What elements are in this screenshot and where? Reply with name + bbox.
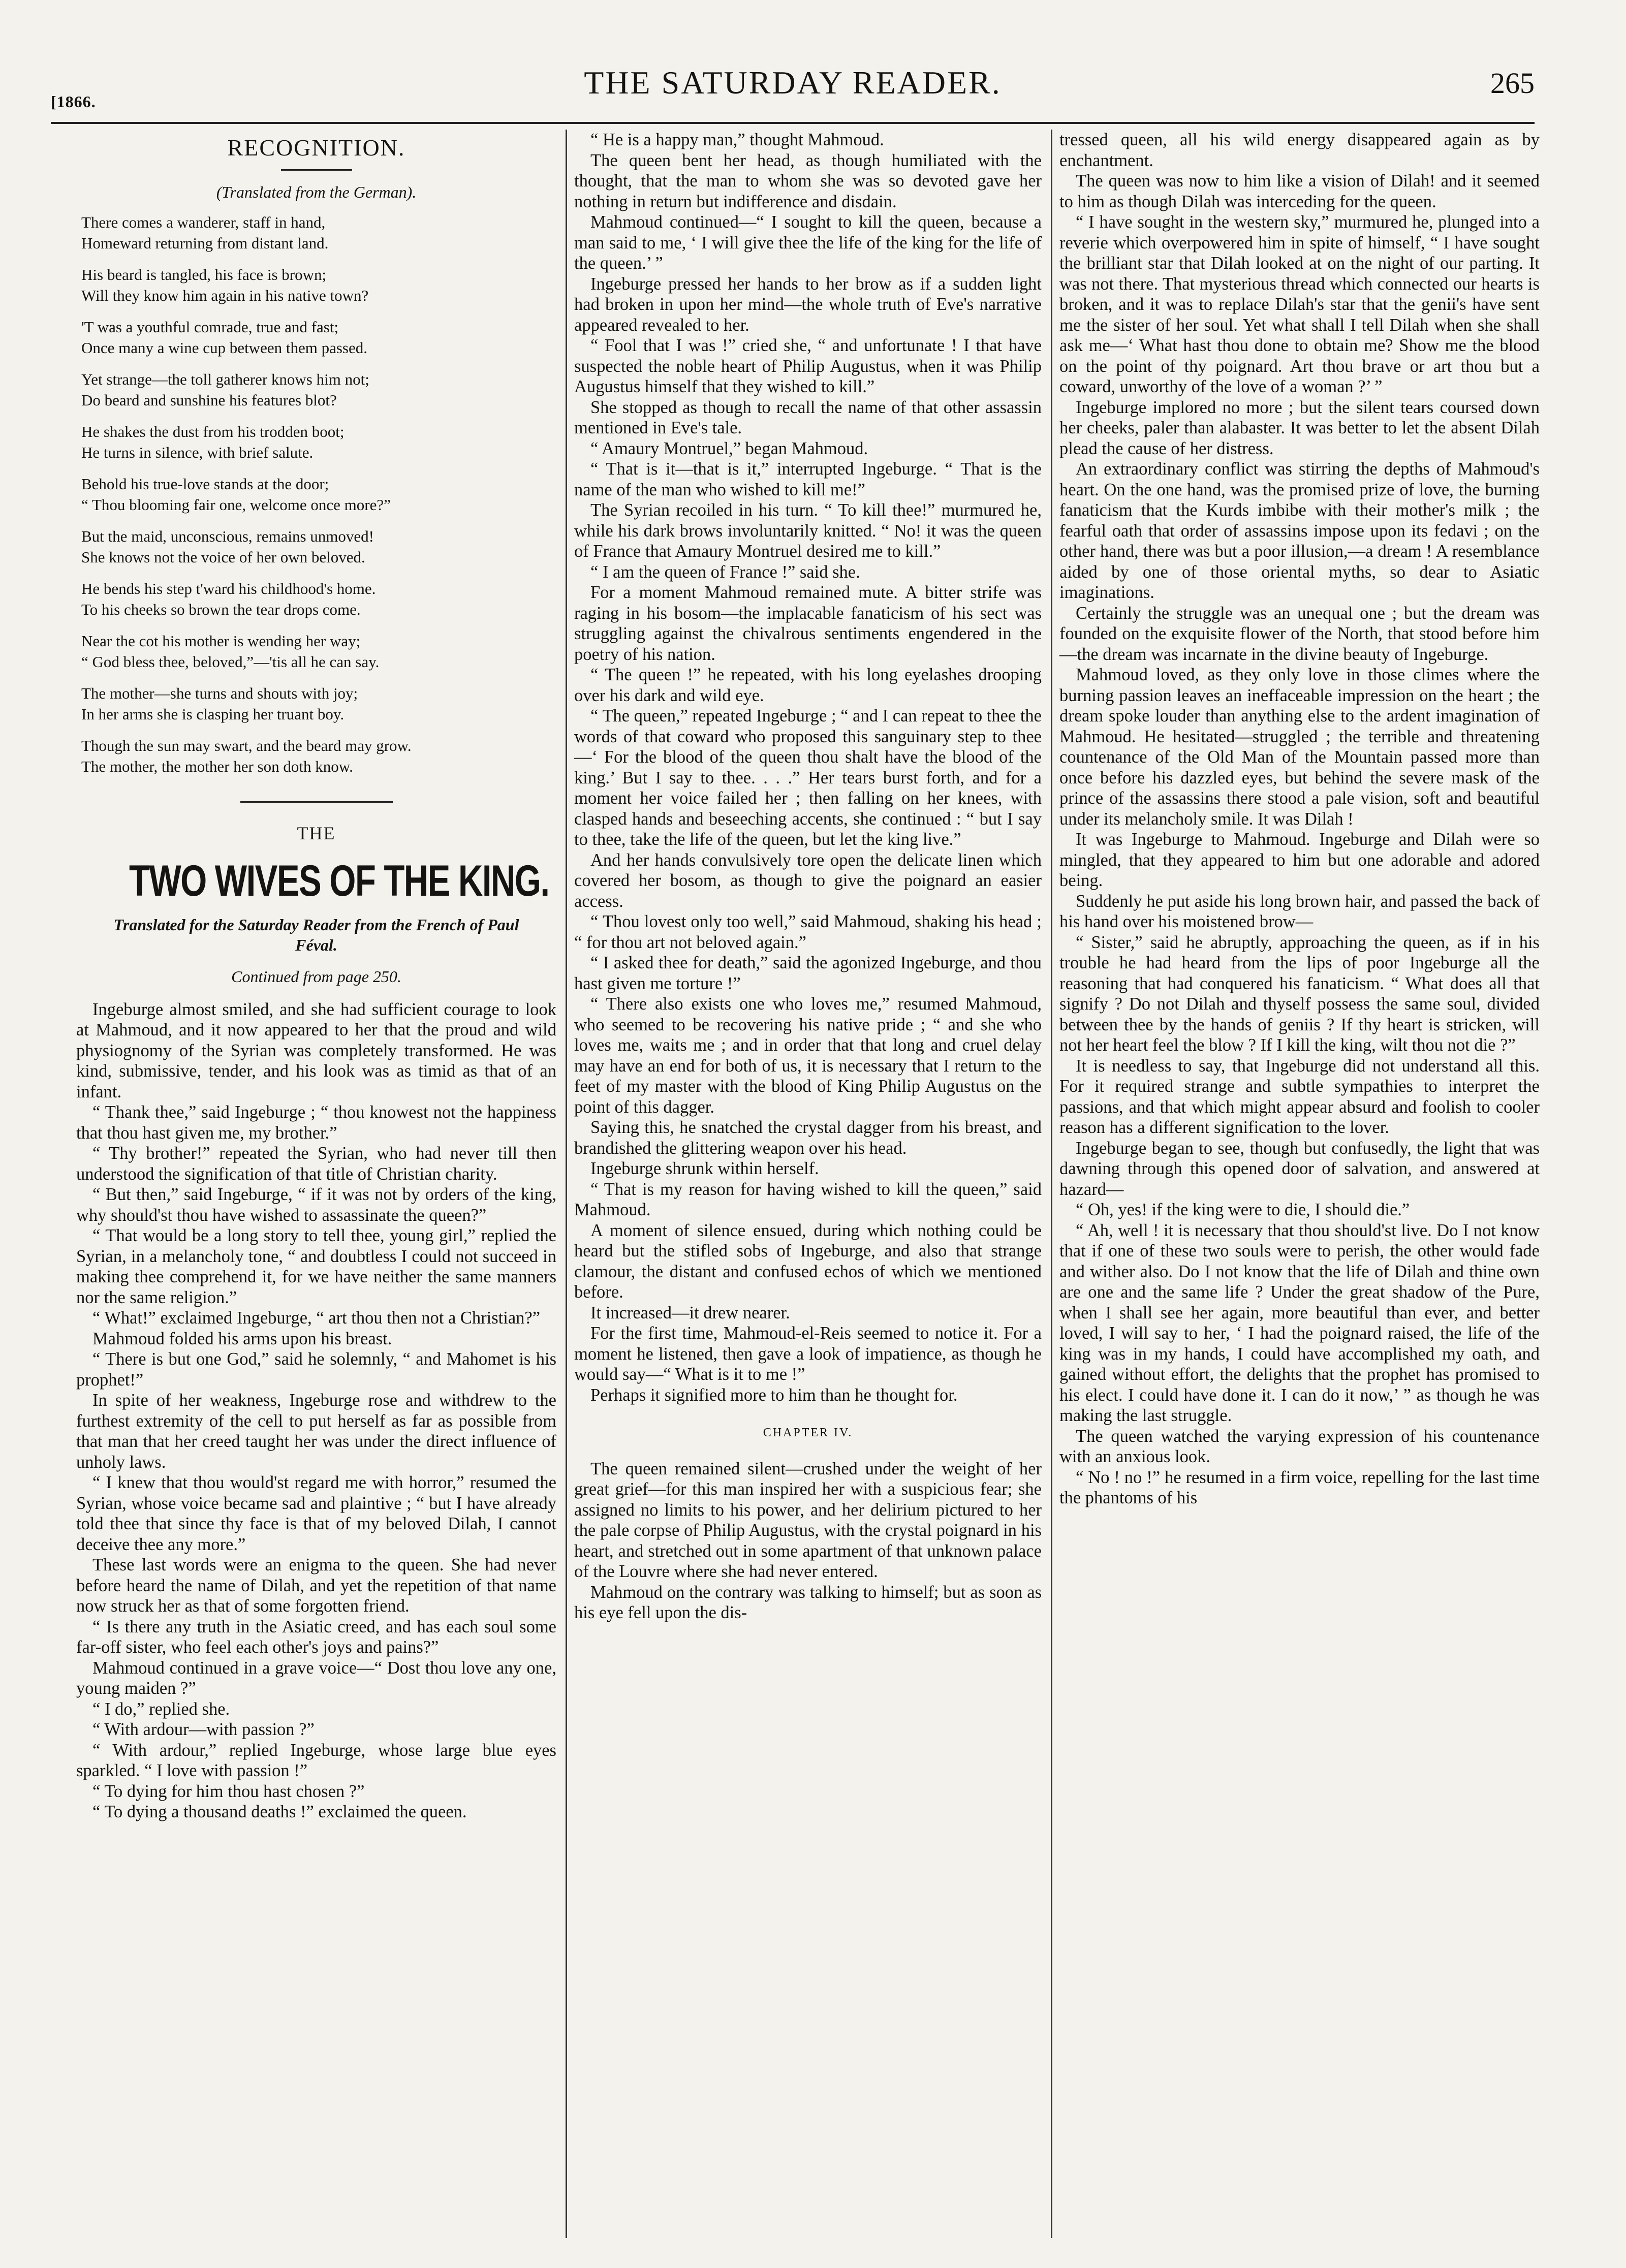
poem-stanza: [81, 631, 556, 672]
paragraph: “ That would be a long story to tell thee, young girl,” replied the Syrian, in a melancholy tone, “ and doubtless I could not succeed in making thee comprehend it, for we have neither the same manners nor the same religion.”: [76, 1226, 556, 1307]
poem-stanza: [81, 421, 556, 463]
poem-line: His beard is tangled, his face is brown;: [81, 265, 327, 284]
paragraph: It is needless to say, that Ingeburge did not understand all this. For it required strange and subtle sympathies to interpret the passions, and that which might appear absurd and foolish to cooler reason has a different signification to the lover.: [1059, 1056, 1540, 1137]
paragraph: Certainly the struggle was an unequal one ; but the dream was founded on the exquisite flower of the North, that stood before him—the dream was incarnate in the divine beauty of Ingeburge.: [1059, 603, 1540, 664]
poem-line: Though the sun may swart, and the beard may grow.: [81, 736, 412, 754]
title-rule: [281, 169, 352, 171]
paragraph: In spite of her weakness, Ingeburge rose and withdrew to the furthest extremity of the cell to put herself as far as possible from that man that her creed taught her was under the direct influence of unholy laws.: [76, 1391, 556, 1472]
poem-line: In her arms she is clasping her truant boy.: [81, 705, 345, 723]
poem-line: Yet strange—the toll gatherer knows him not;: [81, 370, 369, 388]
page-number: 265: [1490, 67, 1535, 100]
poem-line: 'T was a youthful comrade, true and fast;: [81, 318, 339, 336]
poem-stanza: [81, 212, 556, 254]
paragraph: “ Thou lovest only too well,” said Mahmoud, shaking his head ; “ for thou art not beloved again.”: [574, 912, 1042, 952]
paragraph: “ The queen !” he repeated, with his long eyelashes drooping over his dark and wild eye.: [574, 665, 1042, 705]
paragraph: “ With ardour—with passion ?”: [92, 1720, 315, 1739]
poem-line: Once many a wine cup between them passed.: [81, 338, 367, 357]
paragraph: She stopped as though to recall the name of that other assassin mentioned in Eve's tale.: [574, 397, 1042, 437]
paragraph: The queen watched the varying expression of his countenance with an anxious look.: [1059, 1426, 1540, 1466]
paragraph: These last words were an enigma to the queen. She had never before heard the name of Dilah, and yet the repetition of that name now struck her as that of some forgotten friend.: [76, 1555, 556, 1616]
paragraph: “ That is it—that is it,” interrupted Ingeburge. “ That is the name of the man who wished to kill me!”: [574, 459, 1042, 499]
poem-line: But the maid, unconscious, remains unmoved!: [81, 527, 374, 545]
paragraph: “ I have sought in the western sky,” murmured he, plunged into a reverie which overpowered him in spite of himself, “ I have sought the brilliant star that Dilah looked at on the night of our parting. It was not there. That mysterious thread which connected our hearts is broken, and it was to replace Dilah's star that the genii's have sent me the sister of her soul. Yet what shall I tell Dilah when she shall ask me—‘ What hast thou done to obtain me? Show me the blood on the point of thy poignard. Art thou brave or art thou but a coward, unworthy of the love of a woman ?’ ”: [1059, 212, 1540, 396]
poem-stanza: [81, 474, 556, 515]
paragraph: “ Oh, yes! if the king were to die, I should die.”: [1076, 1200, 1410, 1219]
story-translation-credit: Translated for the Saturday Reader from the French of Paul Féval.: [113, 916, 519, 954]
paragraph: Mahmoud on the contrary was talking to himself; but as soon as his eye fell upon the dis-: [574, 1582, 1042, 1622]
paragraph: “ I knew that thou would'st regard me with horror,” resumed the Syrian, whose voice became sad and plaintive ; “ but I have already told thee that since thy face is that of my beloved Dilah, I cannot deceive thee any more.”: [76, 1473, 556, 1554]
paragraph: “ Thank thee,” said Ingeburge ; “ thou knowest not the happiness that thou hast given me, my brother.”: [76, 1102, 556, 1143]
poem-line: The mother—she turns and shouts with joy;: [81, 684, 358, 702]
paragraph: “ To dying a thousand deaths !” exclaimed the queen.: [92, 1802, 467, 1821]
poem-body: [76, 212, 556, 777]
poem-line: He shakes the dust from his trodden boot;: [81, 422, 345, 440]
paragraph: “ There also exists one who loves me,” resumed Mahmoud, who seemed to be recovering his native pride ; “ and she who loves me, waits me ; and in order that that long and cruel delay may have an end for both of us, it is necessary that I return to the feet of my master with the blood of King Philip Augustus on the point of this dagger.: [574, 994, 1042, 1117]
paragraph: Suddenly he put aside his long brown hair, and passed the back of his hand over his moistened brow—: [1059, 891, 1540, 931]
paragraph: “ I do,” replied she.: [92, 1699, 230, 1719]
continued-note: Continued from page 250.: [231, 967, 401, 986]
page-header: [51, 61, 1535, 117]
story-the: THE: [297, 823, 336, 843]
story-title: TWO WIVES OF THE KING.: [129, 857, 549, 905]
paragraph: Mahmoud continued—“ I sought to kill the queen, because a man said to me, ‘ I will give thee the life of the king for the life of the queen.’ ”: [574, 212, 1042, 273]
paragraph: “ There is but one God,” said he solemnly, “ and Mahomet is his prophet!”: [76, 1349, 556, 1390]
poem-stanza: [81, 369, 556, 411]
poem-line: Do beard and sunshine his features blot?: [81, 391, 337, 409]
poem-line: She knows not the voice of her own beloved.: [81, 548, 365, 566]
paragraph: Perhaps it signified more to him than he thought for.: [590, 1385, 958, 1405]
paragraph: For a moment Mahmoud remained mute. A bitter strife was raging in his bosom—the implacable fanaticism of his sect was struggling against the chivalrous sentiments engendered in the poetry of his nation.: [574, 583, 1042, 664]
paragraph: An extraordinary conflict was stirring the depths of Mahmoud's heart. On the one hand, was the promised prize of love, the burning fanaticism that the Kurds imbibe with their mother's milk ; the fearful oath that order of assassins impose upon its fedavi ; on the other hand, there was but a poor illusion,—a dream ! A resemblance aided by one of those oriental myths, so dear to Asiatic imaginations.: [1059, 459, 1540, 602]
column-3: [1059, 130, 1540, 1508]
column-2: [574, 130, 1042, 1623]
poem-line: “ God bless thee, beloved,”—'tis all he can say.: [81, 652, 380, 671]
paragraph: “ The queen,” repeated Ingeburge ; “ and I can repeat to thee the words of that coward who proposed this sanguinary step to thee—‘ For the blood of the queen thou shalt have the blood of the king.’ But I say to thee. . . .” Her tears burst forth, and for a moment her voice failed her ; then falling on her knees, with clasped hands and beseeching accents, she continued : “ but I say to thee, take the life of the queen, but let the king live.”: [574, 706, 1042, 849]
paragraph: For the first time, Mahmoud-el-Reis seemed to notice it. For a moment he listened, then gave a look of impatience, as though he would say—“ What is it to me !”: [574, 1324, 1042, 1384]
paragraph: A moment of silence ensued, during which nothing could be heard but the stifled sobs of Ingeburge, and also that strange clamour, the distant and confused echos of which we mentioned before.: [574, 1220, 1042, 1302]
poem-line: Homeward returning from distant land.: [81, 234, 329, 252]
poem-stanza: [81, 735, 556, 777]
paragraph: “ Sister,” said he abruptly, approaching the queen, as if in his trouble he had heard from the lips of poor Ingeburge all the reasoning that had conquered his fanaticism. “ What does all that signify ? Do not Dilah and thyself possess the same soul, divided between thee by the hands of geniis ? If thy heart is stricken, will not her heart feel the blow ? If I kill the king, wilt thou not die ?”: [1059, 932, 1540, 1055]
poem-line: Near the cot his mother is wending her way;: [81, 632, 361, 650]
paragraph: “ What!” exclaimed Ingeburge, “ art thou then not a Christian?”: [92, 1308, 541, 1328]
column-divider: [1051, 130, 1052, 2238]
paragraph: Ingeburge almost smiled, and she had sufficient courage to look at Mahmoud, and it now appeared to her that the proud and wild physiognomy of the Syrian was completely transformed. He was kind, submissive, tender, and his look was as timid as that of an infant.: [76, 999, 556, 1101]
poem-stanza: [81, 264, 556, 306]
chapter-heading: CHAPTER IV.: [763, 1426, 853, 1439]
poem-line: He turns in silence, with brief salute.: [81, 443, 314, 461]
poem-line: There comes a wanderer, staff in hand,: [81, 213, 326, 231]
poem-line: Behold his true-love stands at the door;: [81, 475, 329, 493]
story-text: [574, 1459, 1042, 1623]
poem-line: To his cheeks so brown the tear drops come.: [81, 600, 361, 618]
paragraph: Ingeburge shrunk within herself.: [590, 1159, 819, 1178]
paragraph: The Syrian recoiled in his turn. “ To kill thee!” murmured he, while his dark brows involuntarily knitted. “ No! it was the queen of France that Amaury Montruel desired me to kill.”: [574, 500, 1042, 561]
poem-stanza: [81, 683, 556, 724]
paragraph: Ingeburge began to see, though but confusedly, the light that was dawning through this opened door of salvation, and answered at hazard—: [1059, 1138, 1540, 1199]
paragraph: Ingeburge implored no more ; but the silent tears coursed down her cheeks, paler than alabaster. It was better to let the absent Dilah plead the cause of her distress.: [1059, 397, 1540, 458]
story-text: [574, 130, 1042, 1405]
paragraph: “ Amaury Montruel,” began Mahmoud.: [590, 438, 868, 458]
section-rule: [240, 801, 393, 803]
paragraph: It was Ingeburge to Mahmoud. Ingeburge and Dilah were so mingled, that they appeared to him but one adorable and adored being.: [1059, 830, 1540, 890]
column-divider: [566, 130, 567, 2238]
poem-stanza: [81, 526, 556, 568]
paragraph: “ Thy brother!” repeated the Syrian, who had never till then understood the signification of that title of Christian charity.: [76, 1144, 556, 1184]
poem-title: RECOGNITION.: [227, 135, 405, 161]
paragraph: It increased—it drew nearer.: [590, 1303, 790, 1322]
paragraph: “ Fool that I was !” cried she, “ and unfortunate ! I that have suspected the noble heart of Philip Augustus, when it was Philip Augustus himself that they wished to kill.”: [574, 336, 1042, 396]
header-rule: [51, 122, 1535, 124]
story-text: [1059, 130, 1540, 1508]
paragraph: “ With ardour,” replied Ingeburge, whose large blue eyes sparkled. “ I love with passion !”: [76, 1740, 556, 1780]
masthead-title: THE SATURDAY READER.: [584, 65, 1002, 101]
issue-date: [1866.: [51, 92, 96, 111]
poem-subtitle: (Translated from the German).: [216, 183, 417, 201]
paragraph: Mahmoud continued in a grave voice—“ Dost thou love any one, young maiden ?”: [76, 1658, 556, 1698]
poem-stanza: [81, 317, 556, 358]
paragraph: The queen remained silent—crushed under the weight of her great grief—for this man inspired her with a suspicious fear; she assigned no limits to his power, and her delirium pictured to her the pale corpse of Philip Augustus, with the crystal poignard in his heart, and stretched out in some apartment of that unknown palace of the Louvre where she had never entered.: [574, 1459, 1042, 1581]
poem-stanza: [81, 578, 556, 620]
poem-line: He bends his step t'ward his childhood's home.: [81, 579, 376, 597]
paragraph: Ingeburge pressed her hands to her brow as if a sudden light had broken in upon her mind—the whole truth of Eve's narrative appeared revealed to her.: [574, 274, 1042, 335]
column-1: [76, 130, 556, 1822]
paragraph: “ That is my reason for having wished to kill the queen,” said Mahmoud.: [574, 1179, 1042, 1219]
poem-line: Will they know him again in his native town?: [81, 286, 369, 304]
paragraph: Mahmoud loved, as they only love in those climes where the burning passion leaves an ineffaceable impression on the heart ; the dream spoke louder than anything else to the ardent imagination of Mahmoud. He hesitated—struggled ; the terrible and threatening countenance of the Old Man of the Mountain passed more than once before his dazzled eyes, but behind the severe mask of the prince of the assassins there stood a pale vision, soft and beautiful under its melancholy smile. It was Dilah !: [1059, 665, 1540, 829]
paragraph: “ I asked thee for death,” said the agonized Ingeburge, and thou hast given me torture !”: [574, 953, 1042, 993]
paragraph: And her hands convulsively tore open the delicate linen which covered her bosom, as though to give the poignard an easier access.: [574, 850, 1042, 911]
paragraph: “ To dying for him thou hast chosen ?”: [92, 1781, 365, 1801]
poem-line: The mother, the mother her son doth know.: [81, 757, 353, 775]
paragraph: tressed queen, all his wild energy disappeared again as by enchantment.: [1059, 130, 1540, 170]
story-text: [76, 999, 556, 1822]
paragraph: The queen bent her head, as though humiliated with the thought, that the man to whom she was so devoted gave her nothing in return but indifference and disdain.: [574, 150, 1042, 211]
paragraph: “ But then,” said Ingeburge, “ if it was not by orders of the king, why should'st thou have wished to assassinate the queen?”: [76, 1185, 556, 1225]
paragraph: The queen was now to him like a vision of Dilah! and it seemed to him as though Dilah was interceding for the queen.: [1059, 171, 1540, 211]
paragraph: “ He is a happy man,” thought Mahmoud.: [590, 130, 884, 149]
paragraph: Mahmoud folded his arms upon his breast.: [92, 1329, 392, 1348]
paragraph: “ No ! no !” he resumed in a firm voice, repelling for the last time the phantoms of his: [1059, 1467, 1540, 1507]
poem-line: “ Thou blooming fair one, welcome once more?”: [81, 495, 391, 514]
paragraph: “ Is there any truth in the Asiatic creed, and has each soul some far-off sister, who feel each other's joys and pains?”: [76, 1617, 556, 1657]
paragraph: “ Ah, well ! it is necessary that thou should'st live. Do I not know that if one of these two souls were to perish, the other would fade and wither also. Do I not know that the life of Dilah and thine own are one and the same life ? Under the great shadow of the Pure, when I shall see her again, more beautiful than ever, and better loved, I will say to her, ‘ I had the poignard raised, the life of the king was in my hands, I could have accomplished my oath, and gained without effort, the delights that the prophet has promised to his elect. I could have done it. I can do it now,’ ” as though he was making the last struggle.: [1059, 1220, 1540, 1425]
paragraph: “ I am the queen of France !” said she.: [590, 562, 860, 582]
paragraph: Saying this, he snatched the crystal dagger from his breast, and brandished the glittering weapon over his head.: [574, 1118, 1042, 1158]
